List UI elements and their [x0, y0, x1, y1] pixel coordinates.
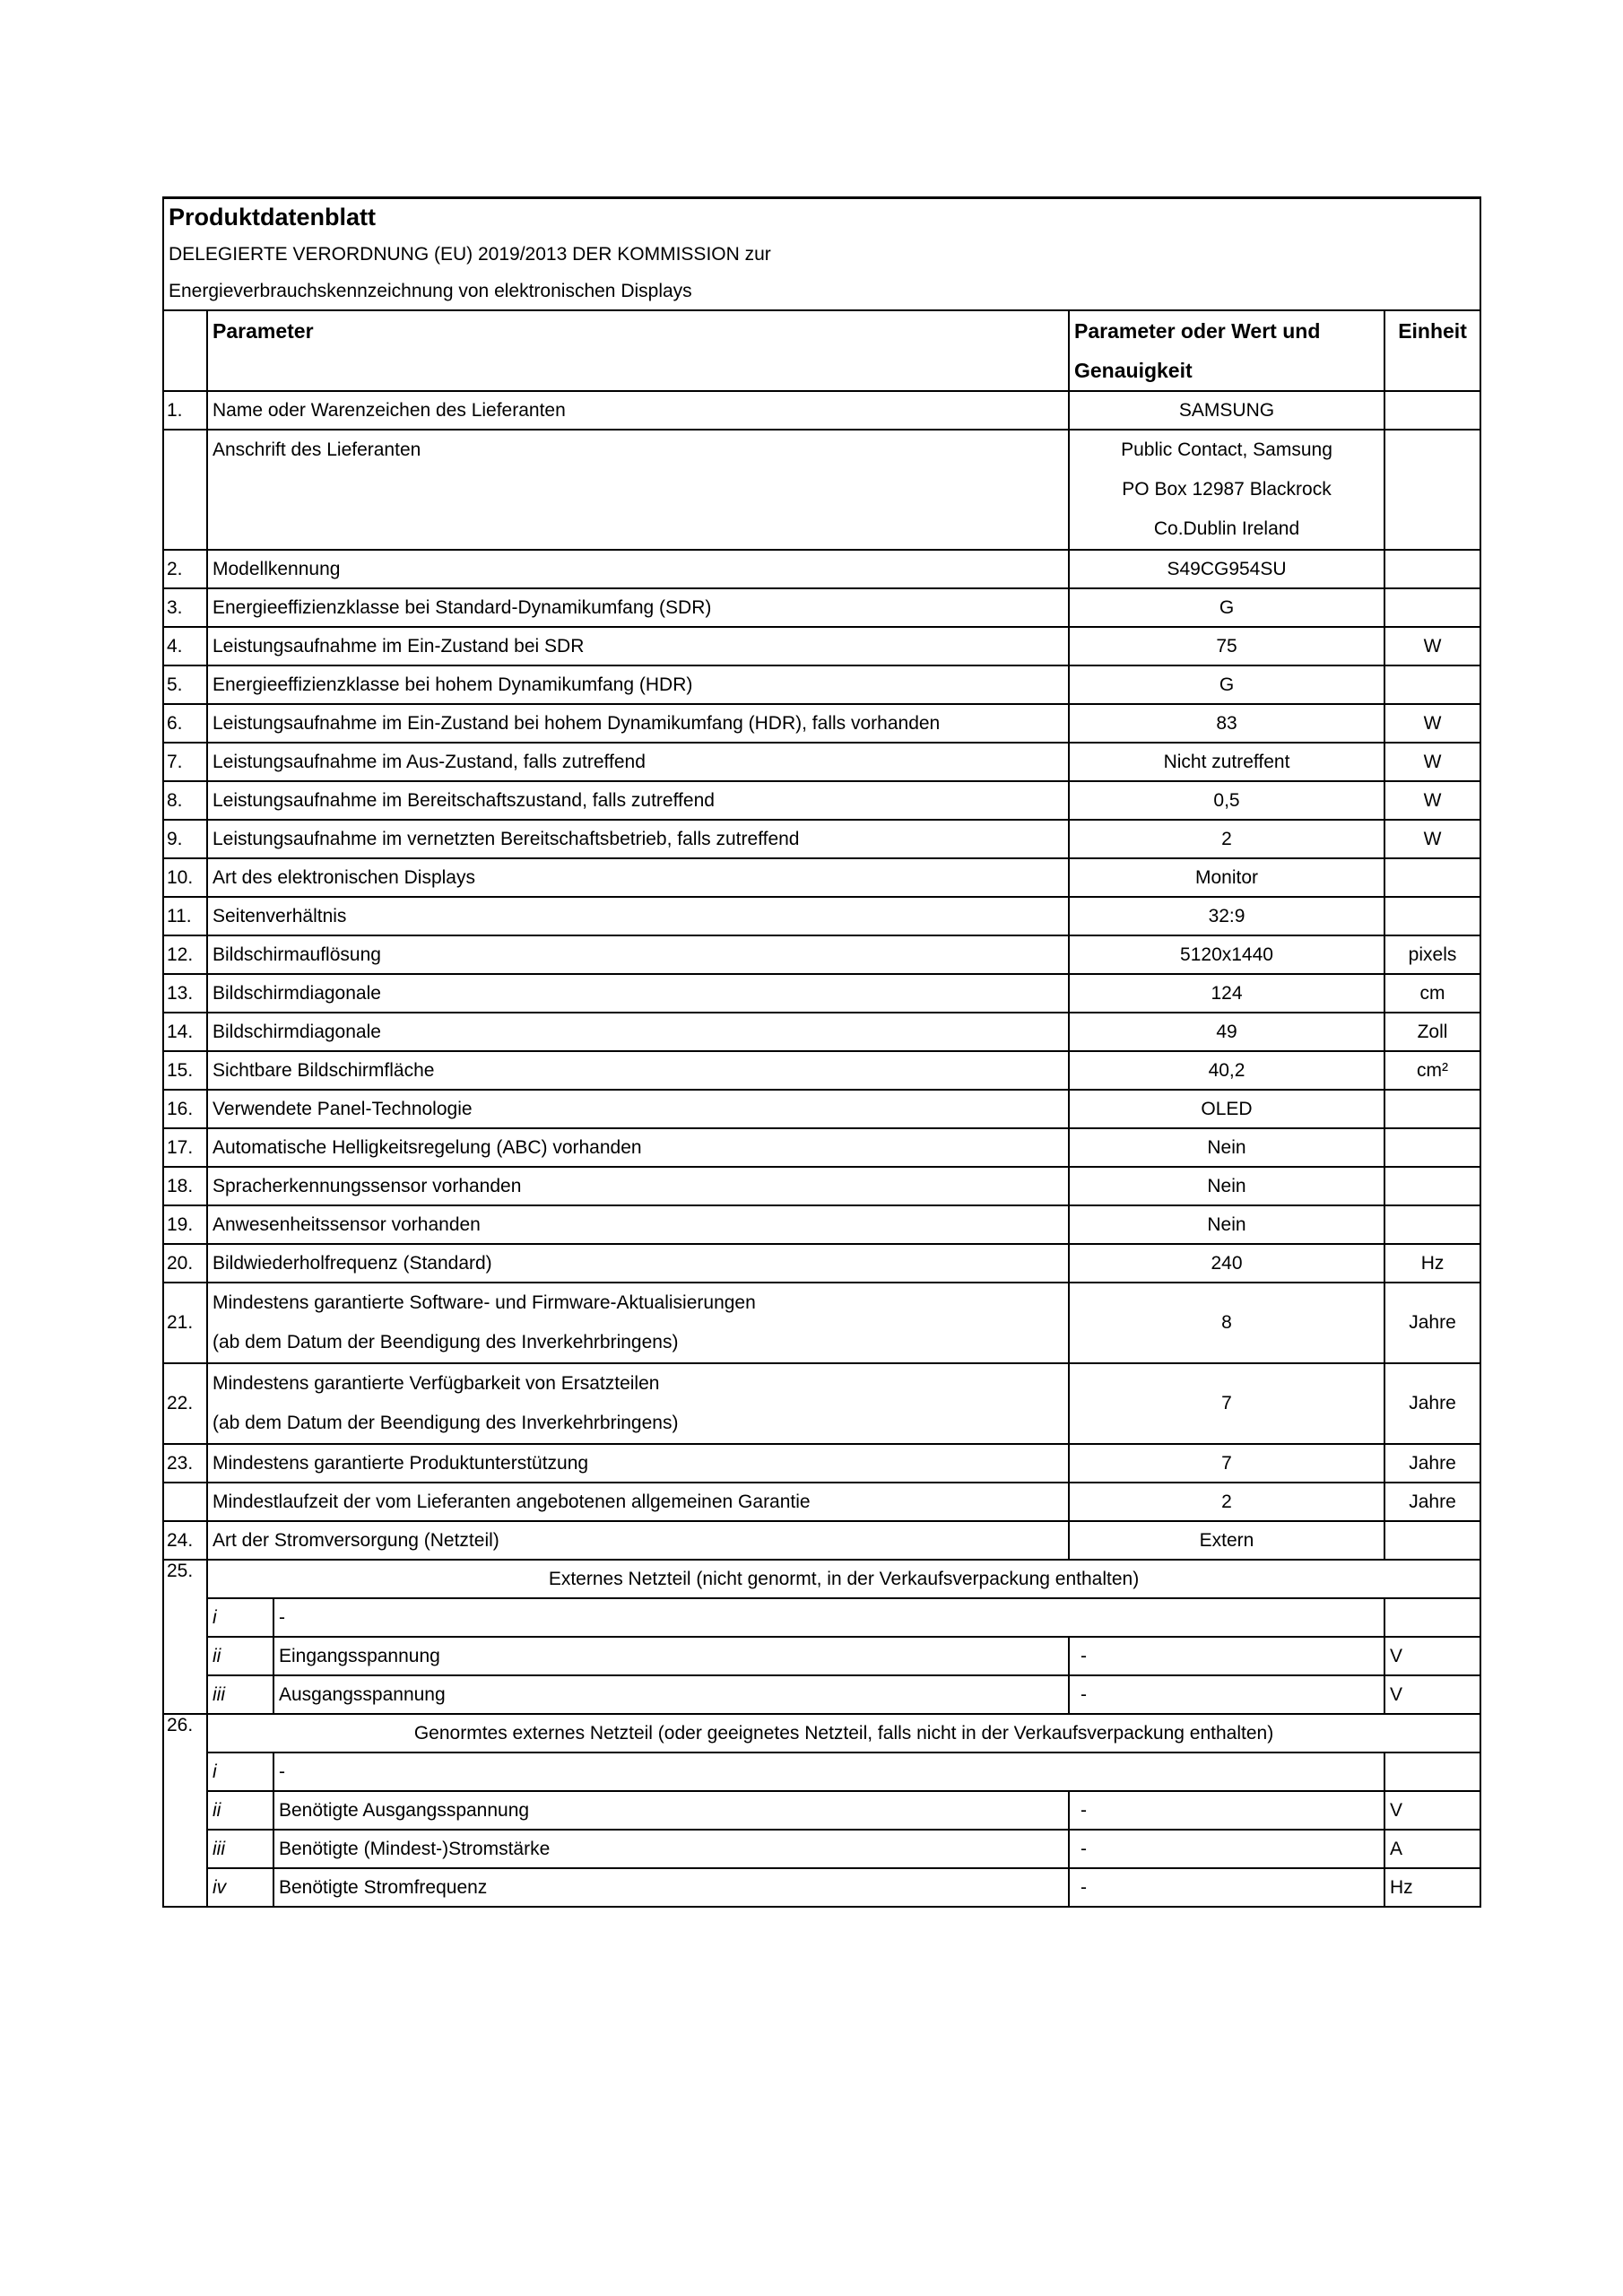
table-row — [163, 1013, 1480, 1051]
product-data-sheet-table — [162, 196, 1481, 1908]
sub-index: iii — [207, 1675, 273, 1714]
table-row — [163, 1051, 1480, 1090]
table-row — [163, 550, 1480, 588]
row-parameter: Modellkennung — [207, 550, 1069, 588]
sub-value: - — [1069, 1675, 1384, 1714]
section-number: 26. — [163, 1714, 207, 1907]
row-value: G — [1069, 665, 1384, 704]
sub-row — [163, 1637, 1480, 1675]
row-unit: Jahre — [1384, 1363, 1480, 1444]
table-row — [163, 1444, 1480, 1483]
table-row — [163, 1283, 1480, 1363]
sub-index: ii — [207, 1791, 273, 1830]
row-parameter: Leistungsaufnahme im Ein-Zustand bei SDR — [207, 627, 1069, 665]
row-number: 4. — [163, 627, 207, 665]
sub-unit: V — [1384, 1675, 1480, 1714]
sub-label: Eingangsspannung — [273, 1637, 1069, 1675]
sheet-title: Produktdatenblatt — [163, 198, 1480, 237]
sub-index: i — [207, 1598, 273, 1637]
table-row — [163, 1521, 1480, 1560]
row-unit: W — [1384, 627, 1480, 665]
row-parameter: Energieeffizienzklasse bei Standard-Dynamikumfang (SDR) — [207, 588, 1069, 627]
row-parameter: Mindestens garantierte Verfügbarkeit von Ersatzteilen (ab dem Datum der Beendigung des Inverkehrbringens) — [207, 1363, 1069, 1444]
row-number: 11. — [163, 897, 207, 935]
row-parameter: Art des elektronischen Displays — [207, 858, 1069, 897]
row-value: 2 — [1069, 1483, 1384, 1521]
sub-index: ii — [207, 1637, 273, 1675]
row-unit — [1384, 665, 1480, 704]
row-number: 5. — [163, 665, 207, 704]
table-row — [163, 391, 1480, 430]
sub-unit — [1384, 1598, 1480, 1637]
row-number: 21. — [163, 1283, 207, 1363]
table-row — [163, 1128, 1480, 1167]
sub-label: Benötigte Stromfrequenz — [273, 1868, 1069, 1907]
sub-value: - — [1069, 1868, 1384, 1907]
row-number: 15. — [163, 1051, 207, 1090]
row-unit: W — [1384, 743, 1480, 781]
row-unit: Jahre — [1384, 1283, 1480, 1363]
row-number: 2. — [163, 550, 207, 588]
sub-unit: A — [1384, 1830, 1480, 1868]
row-parameter: Bildschirmauflösung — [207, 935, 1069, 974]
row-number: 24. — [163, 1521, 207, 1560]
row-unit: W — [1384, 820, 1480, 858]
row-number: 6. — [163, 704, 207, 743]
row-unit: W — [1384, 704, 1480, 743]
row-parameter: Name oder Warenzeichen des Lieferanten — [207, 391, 1069, 430]
header-parameter: Parameter — [207, 310, 1069, 391]
row-value: 0,5 — [1069, 781, 1384, 820]
row-value: 124 — [1069, 974, 1384, 1013]
row-value: Nein — [1069, 1128, 1384, 1167]
row-parameter: Bildschirmdiagonale — [207, 1013, 1069, 1051]
row-parameter: Spracherkennungssensor vorhanden — [207, 1167, 1069, 1205]
table-row — [163, 743, 1480, 781]
row-parameter: Verwendete Panel-Technologie — [207, 1090, 1069, 1128]
sub-unit: V — [1384, 1637, 1480, 1675]
row-value: 49 — [1069, 1013, 1384, 1051]
regulation-line-2: Energieverbrauchskennzeichnung von elektronischen Displays — [163, 273, 1480, 310]
row-number: 8. — [163, 781, 207, 820]
row-value: 40,2 — [1069, 1051, 1384, 1090]
sub-value: - — [1069, 1791, 1384, 1830]
row-parameter: Anschrift des Lieferanten — [207, 430, 1069, 550]
row-number: 1. — [163, 391, 207, 430]
table-row — [163, 897, 1480, 935]
row-value: 7 — [1069, 1363, 1384, 1444]
header-value: Parameter oder Wert und Genauigkeit — [1069, 310, 1384, 391]
row-unit: Hz — [1384, 1244, 1480, 1283]
row-unit: cm² — [1384, 1051, 1480, 1090]
row-parameter: Leistungsaufnahme im vernetzten Bereitschaftsbetrieb, falls zutreffend — [207, 820, 1069, 858]
table-row — [163, 1167, 1480, 1205]
sub-index: i — [207, 1752, 273, 1791]
row-unit: Zoll — [1384, 1013, 1480, 1051]
sub-label: Benötigte (Mindest-)Stromstärke — [273, 1830, 1069, 1868]
row-value: S49CG954SU — [1069, 550, 1384, 588]
row-parameter: Sichtbare Bildschirmfläche — [207, 1051, 1069, 1090]
row-unit: cm — [1384, 974, 1480, 1013]
row-number: 9. — [163, 820, 207, 858]
row-value: Monitor — [1069, 858, 1384, 897]
row-number: 18. — [163, 1167, 207, 1205]
table-row — [163, 704, 1480, 743]
row-number: 3. — [163, 588, 207, 627]
row-unit — [1384, 1521, 1480, 1560]
sub-unit: V — [1384, 1791, 1480, 1830]
row-parameter: Energieeffizienzklasse bei hohem Dynamikumfang (HDR) — [207, 665, 1069, 704]
sub-row — [163, 1752, 1480, 1791]
table-row — [163, 974, 1480, 1013]
row-parameter: Automatische Helligkeitsregelung (ABC) vorhanden — [207, 1128, 1069, 1167]
row-parameter: Mindestens garantierte Software- und Firmware-Aktualisierungen (ab dem Datum der Beendigung des Inverkehrbringens) — [207, 1283, 1069, 1363]
row-value: Nein — [1069, 1205, 1384, 1244]
sub-unit: Hz — [1384, 1868, 1480, 1907]
row-number: 13. — [163, 974, 207, 1013]
sub-index: iii — [207, 1830, 273, 1868]
table-row — [163, 1244, 1480, 1283]
row-number: 7. — [163, 743, 207, 781]
row-value: 7 — [1069, 1444, 1384, 1483]
table-row — [163, 1363, 1480, 1444]
row-number: 23. — [163, 1444, 207, 1483]
row-unit — [1384, 550, 1480, 588]
row-unit — [1384, 897, 1480, 935]
row-value: 2 — [1069, 820, 1384, 858]
table-row — [163, 430, 1480, 550]
sub-label: - — [273, 1598, 1384, 1637]
row-number: 14. — [163, 1013, 207, 1051]
row-value: 75 — [1069, 627, 1384, 665]
header-row — [163, 310, 1480, 391]
section-title: Genormtes externes Netzteil (oder geeignetes Netzteil, falls nicht in der Verkaufsverpackung enthalten) — [207, 1714, 1480, 1752]
row-value: 8 — [1069, 1283, 1384, 1363]
row-unit — [1384, 1167, 1480, 1205]
regulation-line-1: DELEGIERTE VERORDNUNG (EU) 2019/2013 DER KOMMISSION zur — [163, 236, 1480, 273]
row-number: 19. — [163, 1205, 207, 1244]
sub-index: iv — [207, 1868, 273, 1907]
row-parameter: Leistungsaufnahme im Bereitschaftszustand, falls zutreffend — [207, 781, 1069, 820]
row-number: 22. — [163, 1363, 207, 1444]
row-unit: Jahre — [1384, 1483, 1480, 1521]
row-value: OLED — [1069, 1090, 1384, 1128]
row-parameter: Anwesenheitssensor vorhanden — [207, 1205, 1069, 1244]
row-value: Extern — [1069, 1521, 1384, 1560]
table-row — [163, 1483, 1480, 1521]
sub-row — [163, 1830, 1480, 1868]
row-unit — [1384, 391, 1480, 430]
section-header-row — [163, 1714, 1480, 1752]
table-row — [163, 627, 1480, 665]
row-unit: pixels — [1384, 935, 1480, 974]
row-value: SAMSUNG — [1069, 391, 1384, 430]
row-number — [163, 1483, 207, 1521]
section-title: Externes Netzteil (nicht genormt, in der Verkaufsverpackung enthalten) — [207, 1560, 1480, 1598]
table-row — [163, 820, 1480, 858]
row-value: Nicht zutreffent — [1069, 743, 1384, 781]
sub-label: - — [273, 1752, 1384, 1791]
sub-row — [163, 1791, 1480, 1830]
row-number: 10. — [163, 858, 207, 897]
row-number: 16. — [163, 1090, 207, 1128]
row-value: Nein — [1069, 1167, 1384, 1205]
row-unit — [1384, 1090, 1480, 1128]
sub-unit — [1384, 1752, 1480, 1791]
row-parameter: Bildwiederholfrequenz (Standard) — [207, 1244, 1069, 1283]
sub-row — [163, 1868, 1480, 1907]
row-unit — [1384, 588, 1480, 627]
section-number: 25. — [163, 1560, 207, 1714]
row-number: 12. — [163, 935, 207, 974]
row-number: 17. — [163, 1128, 207, 1167]
row-number — [163, 430, 207, 550]
row-unit: Jahre — [1384, 1444, 1480, 1483]
row-parameter: Leistungsaufnahme im Aus-Zustand, falls zutreffend — [207, 743, 1069, 781]
row-parameter: Mindestlaufzeit der vom Lieferanten angebotenen allgemeinen Garantie — [207, 1483, 1069, 1521]
row-unit: W — [1384, 781, 1480, 820]
table-row — [163, 1090, 1480, 1128]
table-row — [163, 1205, 1480, 1244]
row-value: Public Contact, Samsung PO Box 12987 Blackrock Co.Dublin Ireland — [1069, 430, 1384, 550]
table-row — [163, 935, 1480, 974]
sub-label: Benötigte Ausgangsspannung — [273, 1791, 1069, 1830]
table-row — [163, 665, 1480, 704]
row-value: 83 — [1069, 704, 1384, 743]
row-value: 240 — [1069, 1244, 1384, 1283]
row-unit — [1384, 1128, 1480, 1167]
row-parameter: Mindestens garantierte Produktunterstützung — [207, 1444, 1069, 1483]
row-unit — [1384, 1205, 1480, 1244]
row-value: G — [1069, 588, 1384, 627]
row-parameter: Leistungsaufnahme im Ein-Zustand bei hohem Dynamikumfang (HDR), falls vorhanden — [207, 704, 1069, 743]
table-row — [163, 588, 1480, 627]
sub-value: - — [1069, 1830, 1384, 1868]
row-value: 5120x1440 — [1069, 935, 1384, 974]
row-parameter: Seitenverhältnis — [207, 897, 1069, 935]
row-value: 32:9 — [1069, 897, 1384, 935]
section-header-row — [163, 1560, 1480, 1598]
table-row — [163, 781, 1480, 820]
row-unit — [1384, 430, 1480, 550]
sub-value: - — [1069, 1637, 1384, 1675]
row-number: 20. — [163, 1244, 207, 1283]
row-parameter: Art der Stromversorgung (Netzteil) — [207, 1521, 1069, 1560]
header-unit: Einheit — [1384, 310, 1480, 391]
sub-row — [163, 1675, 1480, 1714]
row-unit — [1384, 858, 1480, 897]
sub-label: Ausgangsspannung — [273, 1675, 1069, 1714]
row-parameter: Bildschirmdiagonale — [207, 974, 1069, 1013]
sub-row — [163, 1598, 1480, 1637]
table-row — [163, 858, 1480, 897]
